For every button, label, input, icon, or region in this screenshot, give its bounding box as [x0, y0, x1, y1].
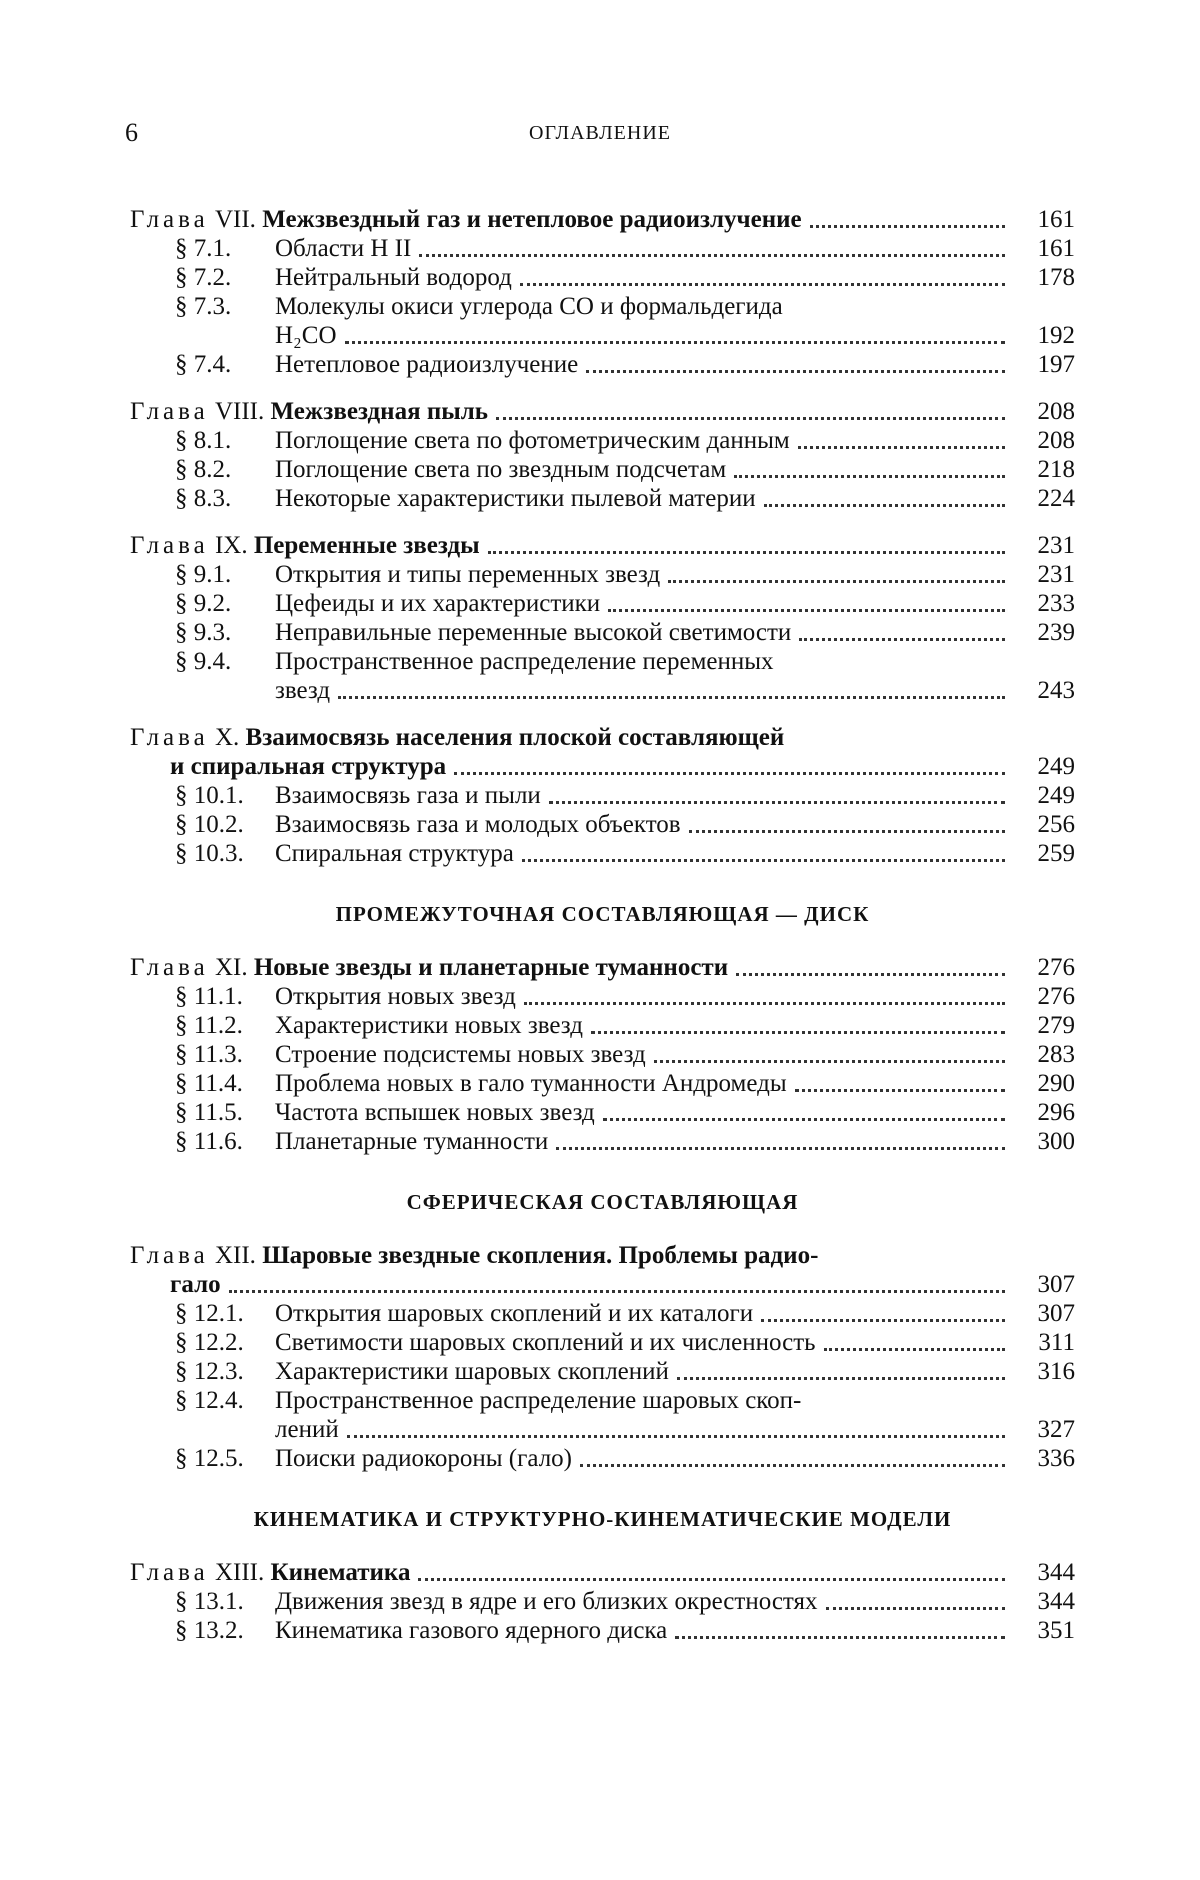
toc-section	[130, 1386, 1075, 1444]
toc-section	[130, 1328, 1075, 1357]
section-number: § 12.2.	[175, 1329, 244, 1356]
page-ref: 233	[1037, 590, 1075, 617]
section-heading-text	[175, 618, 791, 647]
chapter-heading-cont-text	[170, 752, 446, 781]
section-heading	[175, 484, 1075, 513]
toc-section	[130, 1011, 1075, 1040]
chapter-word: Глава	[130, 398, 209, 425]
section-number: § 7.3.	[175, 293, 232, 320]
section-heading	[175, 292, 1075, 321]
section-heading	[175, 1011, 1075, 1040]
leader-dots	[736, 957, 1005, 976]
toc-section	[130, 350, 1075, 379]
section-heading-cont-text	[275, 1415, 339, 1444]
section-title: Характеристики новых звезд	[275, 1012, 583, 1039]
section-number: § 9.2.	[175, 590, 232, 617]
chapter-ch7	[130, 205, 1075, 379]
chapter-heading-text	[130, 531, 480, 560]
chapter-ch12	[130, 1241, 1075, 1473]
leader-dots	[524, 986, 1005, 1005]
chapter-heading	[130, 1558, 1075, 1587]
section-heading-text	[175, 1357, 669, 1386]
section-heading	[175, 234, 1075, 263]
chapter-number: VIII.	[208, 398, 271, 425]
section-heading-cont	[175, 1415, 1075, 1444]
page-ref: 276	[1037, 983, 1075, 1010]
chapter-title: Межзвездная пыль	[270, 398, 489, 425]
section-title: Планетарные туманности	[275, 1128, 549, 1155]
section-number: § 7.4.	[175, 351, 232, 378]
section-title: Взаимосвязь газа и пыли	[275, 782, 541, 809]
toc-section	[130, 1299, 1075, 1328]
chapter-title: Переменные звезды	[253, 532, 480, 559]
section-number: § 7.2.	[175, 264, 232, 291]
toc-section	[130, 455, 1075, 484]
page-ref: 279	[1037, 1012, 1075, 1039]
section-title: Нетепловое радиоизлучение	[275, 351, 579, 378]
section-title: Молекулы окиси углерода CO и формальдегида	[275, 293, 783, 320]
section-heading-text	[175, 1127, 548, 1156]
page-ref: 161	[1037, 206, 1075, 233]
chapter-heading	[130, 397, 1075, 426]
page-ref: 259	[1037, 840, 1075, 867]
section-heading-text	[175, 484, 756, 513]
chapter-ch9	[130, 531, 1075, 705]
page-ref: 218	[1037, 456, 1075, 483]
chapter-word: Глава	[130, 1559, 209, 1586]
page-ref: 296	[1037, 1099, 1075, 1126]
section-heading-text	[175, 234, 411, 263]
page-ref: 351	[1037, 1617, 1075, 1644]
section-heading	[175, 455, 1075, 484]
leader-dots	[734, 459, 1005, 478]
page-ref: 249	[1037, 753, 1075, 780]
leader-dots	[454, 756, 1005, 775]
chapter-number: XIII.	[208, 1559, 271, 1586]
toc-section	[130, 1357, 1075, 1386]
chapter-title: Межзвездный газ и нетепловое радиоизлучение	[262, 206, 802, 233]
section-title: Цефеиды и их характеристики	[275, 590, 601, 617]
section-title: Области H II	[275, 235, 412, 262]
chapter-ch10	[130, 723, 1075, 868]
leader-dots	[654, 1044, 1005, 1063]
chapter-title: Новые звезды и планетарные туманности	[253, 954, 729, 981]
page-ref: 231	[1037, 532, 1075, 559]
section-title: Светимости шаровых скоплений и их численность	[275, 1329, 816, 1356]
section-title: Неправильные переменные высокой светимости	[275, 619, 792, 646]
page-ref: 344	[1037, 1559, 1075, 1586]
leader-dots	[603, 1102, 1005, 1121]
section-title: Пространственное распределение переменных	[275, 648, 774, 675]
section-heading	[175, 1444, 1075, 1473]
section-heading-cont	[175, 676, 1075, 705]
leader-dots	[347, 1419, 1005, 1438]
page-ref: 192	[1037, 322, 1075, 349]
section-heading-text	[175, 1328, 816, 1357]
page-ref: 300	[1037, 1128, 1075, 1155]
section-title-cont: H₂CO	[275, 322, 337, 349]
chapter-ch11	[130, 953, 1075, 1156]
leader-dots	[810, 209, 1005, 228]
section-title: Спиральная структура	[275, 840, 514, 867]
leader-dots	[689, 814, 1005, 833]
section-heading	[175, 1357, 1075, 1386]
chapter-heading	[130, 205, 1075, 234]
section-number: § 8.3.	[175, 485, 232, 512]
section-title: Движения звезд в ядре и его близких окрестностях	[275, 1588, 818, 1615]
page-ref: 256	[1037, 811, 1075, 838]
section-heading-text	[175, 1587, 818, 1616]
section-number: § 10.2.	[175, 811, 244, 838]
section-number: § 12.5.	[175, 1445, 244, 1472]
leader-dots	[677, 1361, 1005, 1380]
section-heading	[175, 1587, 1075, 1616]
toc-section	[130, 589, 1075, 618]
chapter-title: Шаровые звездные скопления. Проблемы радио-	[262, 1242, 819, 1269]
section-number: § 8.1.	[175, 427, 232, 454]
section-heading-text	[175, 455, 726, 484]
section-heading-text	[175, 1616, 667, 1645]
section-heading-text	[175, 982, 516, 1011]
section-title: Поглощение света по фотометрическим данным	[275, 427, 790, 454]
toc-section	[130, 1127, 1075, 1156]
chapter-word: Глава	[130, 1242, 209, 1269]
page-ref: 307	[1037, 1300, 1075, 1327]
chapter-word: Глава	[130, 954, 209, 981]
section-heading-text	[175, 560, 660, 589]
toc-section	[130, 1040, 1075, 1069]
section-number: § 8.2.	[175, 456, 232, 483]
chapter-heading-text	[130, 1558, 410, 1587]
chapter-heading-text	[130, 205, 802, 234]
toc-section	[130, 1069, 1075, 1098]
section-heading	[175, 781, 1075, 810]
toc-section	[130, 1098, 1075, 1127]
section-heading-text	[175, 1069, 787, 1098]
section-heading	[175, 1328, 1075, 1357]
leader-dots	[229, 1274, 1005, 1293]
chapter-heading-cont-text	[170, 1270, 221, 1299]
leader-dots	[608, 593, 1005, 612]
leader-dots	[522, 843, 1005, 862]
leader-dots	[338, 680, 1005, 699]
leader-dots	[418, 1562, 1005, 1581]
section-number: § 10.1.	[175, 782, 244, 809]
leader-dots	[345, 325, 1006, 344]
section-title: Открытия и типы переменных звезд	[275, 561, 661, 588]
section-number: § 12.1.	[175, 1300, 244, 1327]
section-heading-cont-text	[275, 321, 337, 350]
chapter-ch13	[130, 1558, 1075, 1645]
section-number: § 12.4.	[175, 1387, 244, 1414]
page-ref: 344	[1037, 1588, 1075, 1615]
section-heading	[175, 426, 1075, 455]
section-title: Проблема новых в гало туманности Андромеды	[275, 1070, 787, 1097]
section-title-cont: лений	[275, 1416, 339, 1443]
chapter-heading	[130, 953, 1075, 982]
section-heading	[175, 350, 1075, 379]
section-heading	[175, 982, 1075, 1011]
leader-dots	[799, 622, 1005, 641]
chapter-number: VII.	[208, 206, 263, 233]
leader-dots	[798, 430, 1005, 449]
table-of-contents	[130, 205, 1075, 1645]
section-heading	[175, 1040, 1075, 1069]
page-ref: 290	[1037, 1070, 1075, 1097]
page-ref: 231	[1037, 561, 1075, 588]
page-ref: 178	[1037, 264, 1075, 291]
page-ref: 327	[1037, 1416, 1075, 1443]
section-heading	[175, 589, 1075, 618]
section-number: § 11.1.	[175, 983, 243, 1010]
toc-section	[130, 234, 1075, 263]
section-number: § 11.4.	[175, 1070, 243, 1097]
section-heading-text	[175, 1040, 646, 1069]
toc-section	[130, 426, 1075, 455]
chapter-heading	[130, 1241, 1075, 1270]
toc-section	[130, 810, 1075, 839]
chapter-title: Кинематика	[270, 1559, 411, 1586]
section-heading-text	[175, 1098, 595, 1127]
chapter-ch8	[130, 397, 1075, 513]
section-number: § 11.6.	[175, 1128, 243, 1155]
chapter-word: Глава	[130, 206, 209, 233]
page-ref: 311	[1038, 1329, 1075, 1356]
running-title: ОГЛАВЛЕНИЕ	[529, 122, 671, 144]
toc-section	[130, 1444, 1075, 1473]
section-heading-text	[175, 781, 541, 810]
chapter-title-cont: и спиральная структура	[170, 753, 447, 780]
leader-dots	[826, 1591, 1005, 1610]
chapter-heading-text	[130, 953, 728, 982]
section-number: § 9.1.	[175, 561, 232, 588]
section-number: § 7.1.	[175, 235, 232, 262]
section-heading	[175, 647, 1075, 676]
leader-dots	[764, 488, 1005, 507]
section-title: Нейтральный водород	[275, 264, 512, 291]
section-title: Характеристики шаровых скоплений	[275, 1358, 669, 1385]
section-heading	[175, 1098, 1075, 1127]
section-heading	[175, 263, 1075, 292]
running-head	[125, 118, 1075, 152]
section-heading	[175, 560, 1075, 589]
section-title: Некоторые характеристики пылевой материи	[275, 485, 756, 512]
chapter-heading-text	[130, 397, 488, 426]
section-heading-text	[175, 810, 681, 839]
leader-dots	[556, 1131, 1005, 1150]
leader-dots	[761, 1303, 1005, 1322]
toc-section	[130, 263, 1075, 292]
section-heading-text	[175, 1299, 753, 1328]
section-number: § 11.5.	[175, 1099, 243, 1126]
section-number: § 13.1.	[175, 1588, 244, 1615]
section-title: Кинематика газового ядерного диска	[275, 1617, 668, 1644]
page-ref: 243	[1037, 677, 1075, 704]
toc-section	[130, 781, 1075, 810]
toc-section	[130, 1616, 1075, 1645]
leader-dots	[488, 535, 1005, 554]
section-title: Открытия новых звезд	[275, 983, 516, 1010]
chapter-heading	[130, 531, 1075, 560]
section-heading-text	[175, 350, 578, 379]
page-ref: 336	[1037, 1445, 1075, 1472]
chapter-number: XII.	[208, 1242, 263, 1269]
section-heading	[175, 1299, 1075, 1328]
chapter-number: X.	[208, 724, 246, 751]
section-heading-text	[175, 1011, 583, 1040]
section-number: § 9.4.	[175, 648, 232, 675]
section-number: § 12.3.	[175, 1358, 244, 1385]
section-number: § 11.3.	[175, 1041, 243, 1068]
toc-section	[130, 839, 1075, 868]
section-title-cont: звезд	[275, 677, 331, 704]
section-heading	[175, 839, 1075, 868]
leader-dots	[580, 1448, 1005, 1467]
page-ref: 197	[1037, 351, 1075, 378]
leader-dots	[824, 1332, 1005, 1351]
chapter-word: Глава	[130, 724, 209, 751]
section-heading	[175, 1069, 1075, 1098]
chapter-title: Взаимосвязь населения плоской составляющей	[245, 724, 785, 751]
page-ref: 224	[1037, 485, 1075, 512]
page-ref: 161	[1037, 235, 1075, 262]
section-title: Поиски радиокороны (гало)	[275, 1445, 572, 1472]
section-title: Пространственное распределение шаровых скоп-	[275, 1387, 802, 1414]
section-heading	[175, 810, 1075, 839]
leader-dots	[520, 267, 1005, 286]
page-number: 6	[125, 118, 138, 147]
page-ref: 239	[1037, 619, 1075, 646]
toc-section	[130, 560, 1075, 589]
section-heading-cont	[175, 321, 1075, 350]
section-number: § 10.3.	[175, 840, 244, 867]
section-heading-text	[175, 589, 600, 618]
page-ref: 276	[1037, 954, 1075, 981]
toc-section	[130, 618, 1075, 647]
section-heading-text	[175, 839, 514, 868]
chapter-heading-cont	[130, 752, 1075, 781]
section-heading	[175, 1386, 1075, 1415]
section-heading	[175, 618, 1075, 647]
chapter-word: Глава	[130, 532, 209, 559]
section-number: § 13.2.	[175, 1617, 244, 1644]
section-heading-text	[175, 426, 790, 455]
section-heading-text	[175, 1444, 572, 1473]
section-heading-cont-text	[275, 676, 330, 705]
part-heading: ПРОМЕЖУТОЧНАЯ СОСТАВЛЯЮЩАЯ — ДИСК	[335, 902, 870, 926]
chapter-number: XI.	[208, 954, 254, 981]
section-heading	[175, 1127, 1075, 1156]
section-heading	[175, 1616, 1075, 1645]
section-title: Строение подсистемы новых звезд	[275, 1041, 646, 1068]
toc-section	[130, 484, 1075, 513]
leader-dots	[675, 1620, 1005, 1639]
leader-dots	[549, 785, 1005, 804]
toc-section	[130, 292, 1075, 350]
leader-dots	[419, 238, 1005, 257]
section-title: Частота вспышек новых звезд	[275, 1099, 595, 1126]
leader-dots	[591, 1015, 1005, 1034]
leader-dots	[795, 1073, 1005, 1092]
leader-dots	[586, 354, 1005, 373]
section-heading-text	[175, 263, 512, 292]
page-ref: 283	[1037, 1041, 1075, 1068]
section-title: Взаимосвязь газа и молодых объектов	[275, 811, 681, 838]
page-ref: 249	[1037, 782, 1075, 809]
part-heading: СФЕРИЧЕСКАЯ СОСТАВЛЯЮЩАЯ	[406, 1190, 799, 1214]
toc-section	[130, 1587, 1075, 1616]
page-ref: 307	[1037, 1271, 1075, 1298]
chapter-title-cont: гало	[170, 1271, 221, 1298]
section-number: § 9.3.	[175, 619, 232, 646]
section-number: § 11.2.	[175, 1012, 243, 1039]
section-title: Открытия шаровых скоплений и их каталоги	[275, 1300, 754, 1327]
toc-section	[130, 647, 1075, 705]
page-ref: 316	[1037, 1358, 1075, 1385]
chapter-heading-cont	[130, 1270, 1075, 1299]
leader-dots	[668, 564, 1005, 583]
chapter-heading	[130, 723, 1075, 752]
part-heading: КИНЕМАТИКА И СТРУКТУРНО-КИНЕМАТИЧЕСКИЕ МОДЕЛИ	[253, 1507, 952, 1531]
chapter-number: IX.	[208, 532, 254, 559]
page-ref: 208	[1037, 427, 1075, 454]
leader-dots	[496, 401, 1005, 420]
toc-section	[130, 982, 1075, 1011]
page-ref: 208	[1037, 398, 1075, 425]
section-title: Поглощение света по звездным подсчетам	[275, 456, 727, 483]
